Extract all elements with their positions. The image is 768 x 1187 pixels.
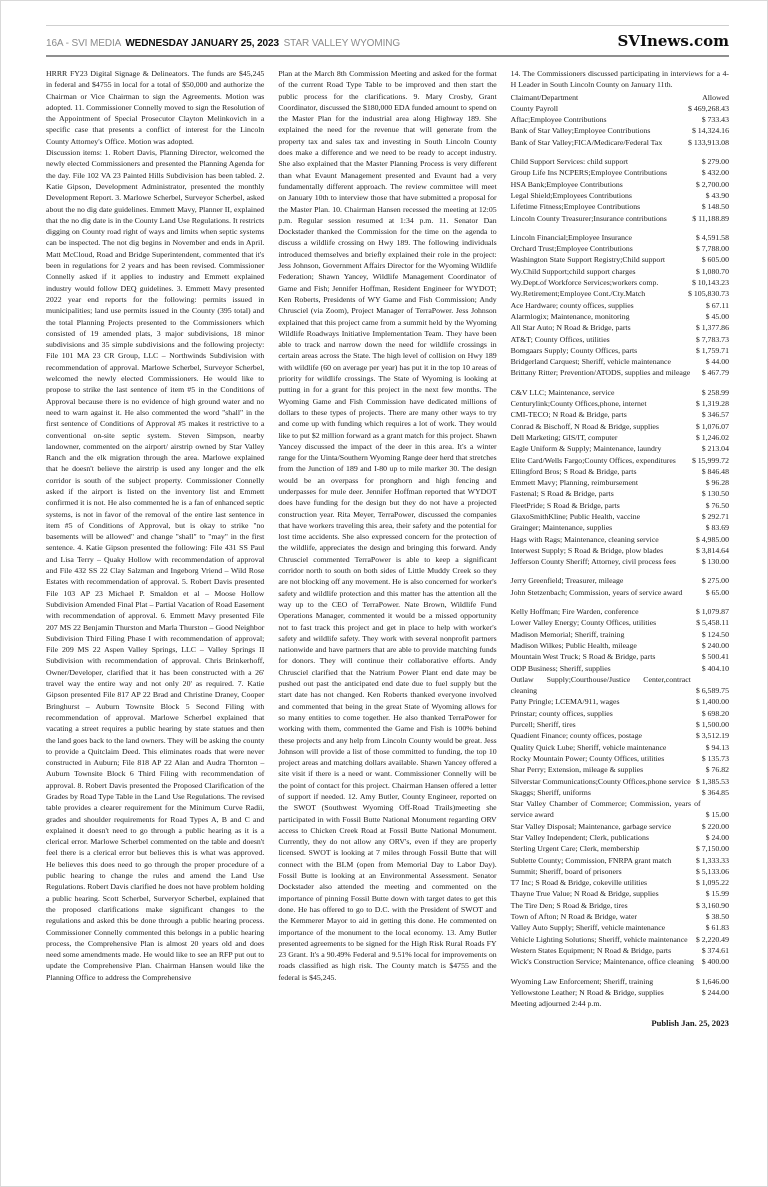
claim-claimant: Lower Valley Energy; County Offices, utilities	[510, 618, 657, 628]
claim-claimant: Quality Quick Lube; Sheriff, vehicle maintenance	[510, 742, 667, 752]
claim-row	[511, 455, 729, 466]
claim-row	[511, 866, 729, 877]
claim-amount: $ 240.00	[701, 640, 729, 650]
claim-row	[511, 300, 729, 311]
claim-row	[511, 787, 729, 798]
claim-row	[511, 534, 729, 545]
claim-row	[511, 776, 729, 787]
claim-claimant: Quadient Finance; county offices, postage	[510, 731, 642, 741]
claim-amount: $ 4,591.58	[695, 232, 729, 242]
claim-row	[511, 855, 729, 866]
article-paragraph: HRRR FY23 Digital Signage & Delineators. The funds are $45,245 in federal and $4755 in local for a total of $50,000 and authorize the Chairman or Vice Chairman to sign the Agreements. Motion was adopted. 11. Commissioner Connelly moved to sign the Resolution of the Appointment of Special Prosecutor Clayton Melinkovich in a specific case that presents a conflict of interest for the Lincoln County Attorney's Office. Motion was adopted.	[46, 69, 265, 146]
claim-amount: $ 2,220.49	[695, 934, 729, 944]
claim-row	[511, 334, 729, 345]
masthead-left	[46, 38, 400, 49]
claim-amount: $ 67.11	[705, 300, 729, 310]
claim-row	[511, 987, 729, 998]
claim-row	[511, 575, 729, 586]
claim-row	[511, 266, 729, 277]
claim-amount: $ 133,913.08	[688, 137, 729, 147]
claim-row	[511, 288, 729, 299]
claim-claimant: FleetPride; S Road & Bridge, parts	[510, 500, 620, 510]
claim-amount: $ 364.85	[701, 787, 729, 797]
claim-claimant: Town of Afton; N Road & Bridge, water	[510, 912, 638, 922]
claim-amount: $ 130.50	[701, 489, 729, 499]
claim-row	[511, 179, 729, 190]
claim-amount: $ 43.90	[705, 190, 729, 200]
claim-amount: $ 15.00	[705, 810, 729, 820]
claim-claimant: Bridgerland Carquest; Sheriff, vehicle maintenance	[510, 357, 671, 367]
column-2	[278, 68, 496, 1030]
claim-claimant: Centurylink;County Offices,phone, internet	[510, 399, 647, 409]
claim-amount: $ 279.00	[701, 157, 729, 167]
claim-amount: $ 83.69	[705, 523, 729, 533]
claim-claimant: Child Support Services: child support	[510, 157, 629, 167]
claim-amount: $ 11,188.89	[692, 213, 729, 223]
claim-amount: $ 1,385.53	[695, 776, 729, 786]
claim-row	[511, 877, 729, 888]
claim-claimant: Wick's Construction Service; Maintenance, office cleaning	[510, 957, 694, 967]
claim-amount: $ 3,160.90	[695, 900, 729, 910]
claim-amount: $ 1,076.07	[695, 421, 729, 431]
claim-amount: $ 7,783.73	[695, 334, 729, 344]
claim-amount: $ 374.61	[701, 945, 729, 955]
masthead	[46, 32, 729, 50]
claim-row	[511, 114, 729, 125]
claim-amount: $ 244.00	[701, 987, 729, 997]
claim-claimant: Wy.Dept.of Workforce Services;workers comp.	[510, 278, 659, 288]
claim-claimant: Washington State Support Registry;Child support	[510, 255, 666, 265]
claim-amount: $ 1,500.00	[695, 720, 729, 730]
claim-amount: $ 469,268.43	[688, 103, 729, 113]
masthead-location: STAR VALLEY WYOMING	[283, 38, 401, 49]
claim-amount: $ 213.04	[701, 444, 729, 454]
claim-row	[511, 696, 729, 707]
claim-row	[511, 663, 729, 674]
claim-claimant: T7 Inc; S Road & Bridge, cokeville utilities	[510, 878, 648, 888]
masthead-date: WEDNESDAY JANUARY 25, 2023	[125, 38, 279, 49]
claim-claimant: Sublette County; Commission, FNRPA grant match	[510, 855, 672, 865]
claim-row	[511, 629, 729, 640]
claim-amount: $ 467.79	[701, 368, 729, 378]
claim-amount: $ 1,400.00	[695, 697, 729, 707]
claim-claimant: Star Valley Chamber of Commerce; Commission, years of service award	[510, 799, 701, 820]
claim-row	[511, 500, 729, 511]
claim-claimant: Lincoln Financial;Employee Insurance	[510, 232, 632, 242]
claim-row	[511, 232, 729, 243]
claim-row	[511, 640, 729, 651]
claim-row	[511, 190, 729, 201]
claim-claimant: Eagle Uniform & Supply; Maintenance, laundry	[510, 444, 662, 454]
claim-row	[511, 719, 729, 730]
claim-amount: $ 14,324.16	[691, 126, 729, 136]
claim-amount: $ 15,999.72	[691, 455, 729, 465]
claim-claimant: John Stetzenbach; Commission, years of service award	[510, 587, 683, 597]
claim-amount: $ 124.50	[701, 629, 729, 639]
claim-row	[511, 934, 729, 945]
top-rule	[46, 25, 729, 26]
claim-amount: $ 3,512.19	[695, 731, 729, 741]
claim-claimant: Hags with Rags; Maintenance, cleaning service	[510, 534, 659, 544]
claim-row	[511, 201, 729, 212]
claim-amount: $ 44.00	[705, 357, 729, 367]
claim-row	[511, 466, 729, 477]
claim-row	[511, 617, 729, 628]
claim-claimant: Elite Card/Wells Fargo;County Offices, expenditures	[510, 455, 676, 465]
claim-claimant: HSA Bank;Employee Contributions	[510, 179, 623, 189]
claim-row	[511, 742, 729, 753]
claim-amount: $ 94.13	[705, 742, 729, 752]
claim-claimant: Alarmlogix; Maintenance, monitoring	[510, 311, 630, 321]
claim-amount: $ 38.50	[705, 912, 729, 922]
claim-row	[511, 764, 729, 775]
claim-amount: $ 130.00	[701, 557, 729, 567]
claim-row	[511, 900, 729, 911]
claim-amount: $ 1,319.28	[695, 399, 729, 409]
claim-row	[511, 254, 729, 265]
claim-amount: $ 1,080.70	[695, 266, 729, 276]
claim-claimant: Ace Hardware; county offices, supplies	[510, 300, 634, 310]
claim-row	[511, 213, 729, 224]
claim-claimant: Kelly Hoffman; Fire Warden, conference	[510, 607, 639, 617]
masthead-rule	[46, 55, 729, 57]
claim-claimant: Brittany Ritter; Prevention/ATODS, supplies and mileage	[510, 368, 691, 378]
claim-claimant: GlaxoSmithKline; Public Health, vaccine	[510, 511, 641, 521]
claim-claimant: Prinstar; county offices, supplies	[510, 708, 613, 718]
claim-row	[511, 488, 729, 499]
claim-claimant: Sterling Urgent Care; Clerk, membership	[510, 844, 640, 854]
claim-row	[511, 606, 729, 617]
claim-claimant: Outlaw Supply;Courthouse/Justice Center,contract cleaning	[510, 674, 691, 696]
claim-row	[511, 432, 729, 443]
claim-amount: $ 15.99	[705, 889, 729, 899]
claim-amount: $ 148.50	[701, 202, 729, 212]
claim-amount: $ 105,830.73	[688, 289, 729, 299]
claim-amount: $ 275.00	[701, 576, 729, 586]
claim-amount: $ 846.48	[701, 466, 729, 476]
claim-row	[511, 556, 729, 567]
claim-claimant: The Tire Den; S Road & Bridge, tires	[510, 900, 628, 910]
claim-claimant: Group Life Ins NCPERS;Employee Contributions	[510, 168, 668, 178]
claim-claimant: Summit; Sheriff, board of prisoners	[510, 866, 622, 876]
claim-amount: $ 3,814.64	[695, 545, 729, 555]
claim-claimant: Wy.Child Support;child support charges	[510, 266, 636, 276]
claim-claimant: Orchard Trust;Employee Contributions	[510, 244, 633, 254]
publish-line: Publish Jan. 25, 2023	[651, 1018, 729, 1029]
claim-amount: $ 1,095.22	[695, 878, 729, 888]
claim-claimant: Lifetime Fitness;Employee Contributions	[510, 202, 641, 212]
claim-amount: $ 346.57	[701, 410, 729, 420]
claim-row	[511, 922, 729, 933]
claim-row	[511, 832, 729, 843]
claim-claimant: Bank of Star Valley;Employee Contributions	[510, 126, 651, 136]
claim-amount: $ 5,458.11	[696, 618, 729, 628]
claim-amount: $ 404.10	[701, 663, 729, 673]
claim-claimant: Yellowstone Leather; N Road & Bridge, supplies	[510, 987, 664, 997]
page-edition-label: 16A - SVI MEDIA	[46, 38, 121, 49]
claim-claimant: Fastenal; S Road & Bridge, parts	[510, 489, 614, 499]
claim-claimant: Skaggs; Sheriff, uniforms	[510, 787, 591, 797]
claim-claimant: Interwest Supply; S Road & Bridge, plow blades	[510, 545, 664, 555]
claim-row	[511, 888, 729, 899]
claim-amount: $ 733.43	[701, 115, 729, 125]
claim-amount: $ 698.20	[701, 708, 729, 718]
claim-claimant: County Payroll	[510, 103, 559, 113]
claim-row	[511, 311, 729, 322]
claim-claimant: Star Valley Independent; Clerk, publications	[510, 833, 649, 842]
claim-claimant: Jefferson County Sheriff; Attorney, civil process fees	[510, 557, 676, 567]
claim-amount: $ 45.00	[705, 311, 729, 321]
claim-amount: $ 61.83	[705, 923, 729, 933]
claim-amount: $ 4,985.00	[695, 534, 729, 544]
claim-row	[511, 322, 729, 333]
claim-amount: $ 1,246.02	[695, 432, 729, 442]
claim-claimant: Thayne True Value; N Road & Bridge, supplies	[510, 889, 659, 899]
claim-amount: $ 96.28	[705, 478, 729, 488]
claim-row	[511, 137, 729, 148]
claim-claimant: Dell Marketing; GIS/IT, computer	[510, 432, 618, 442]
claim-claimant: Madison Wilkes; Public Health, mileage	[510, 640, 637, 650]
column3-intro: 14. The Commissioners discussed participating in interviews for a 4-H Leader in South Lincoln County on January 11th.	[510, 69, 729, 90]
claim-claimant: CMI-TECO; N Road & Bridge, parts	[510, 410, 627, 420]
claims-header-allowed: Allowed	[702, 92, 729, 102]
claim-claimant: Emmett Mavy; Planning, reimbursement	[510, 478, 638, 488]
claim-amount: $ 76.50	[705, 500, 729, 510]
claim-row	[511, 387, 729, 398]
claim-claimant: Purcell; Sheriff, tires	[510, 720, 576, 730]
claim-row	[511, 674, 729, 697]
claim-claimant: Madison Memorial; Sheriff, training	[510, 629, 625, 639]
article-paragraph: Plan at the March 8th Commission Meeting and asked for the format of the current Road Type Table to be improved and then start the public process for the clarifications. 9. Mary Crosby, Grant Coordinator, discussed the $180,000 EDA funded amount to spend on the Master Plan for the industrial area along Highway 189. She explained the need for the revenue that will generate from the property tax and sales tax and investing in South Lincoln County does make a difference and we need to be ready to accept industry. She also explained that the Master Planning Process is very different than what Evaunt Management presented and Evaunt had a very fundamentally different approach. The review committee will meet on January 10th to interview those that have submitted a proposal for the Master Plan. 10. Chairman Hansen recessed the meeting at 12:05 p.m. Regular session resumed at 1:34 p.m. 11. Senator Dan Dockstader thanked the Commission for the time on the agenda to discuss a wildlife crossing on Hwy 189. The following individuals introduced themselves and briefly explained their role in the project: Jess Johnson, Government Affairs Director for the Wyoming Wildlife Federation; Shawn Yancey, Wildlife Management Coordinator of Game and Fish; Jennifer Hoffman, Resident Engineer for WYDOT; Ken Roberts, Presidents of WY Game and Fish Commission; Andy Chrusciel (via Zoom), Project Manager of TerraPower. Jess Johnson explained that this project came from a summit held by the Wyoming Wildlife Roadways Initiative Implementation Team. They have been able to track and narrow down the need for wildlife crossings in certain areas across the State. The high level of collision on Hwy 189 with wildlife (60 on average per year) has put it in the top 10 areas of priority for wildlife crossings. The State of Wyoming is looking at putting in for a grant for this project in the next few months. The Wyoming Game and Fish Commission have dedicated millions of dollars to these types of projects. There are many other ways to try and come up with funding which requires a lot of work. They would like to put $2 million forward as a grant match for this project. Shawn Yancey discussed the impact of the deer in this area. It's a winter range for the Uinta/Southern Wyoming Range deer herd that stretches from the Junction of 189 and I-80 up to mile marker 30. The design would be an overpass for pronghorn and high fencing and underpasses for mule deer. Jennifer Hoffman reported that WYDOT does have funding for the design but they do not have a projected construction year. Rita Meyer, TerraPower, discussed the companies that have workers traveling this area, their safety and the potential for lost time accidents. She also expressed concern for the protection of the wildlife, appreciates the design and bringing this forward. Andy Chrusciel commented TerraPower is able to keep a significant corridor north to south on both sides of Little Muddy Creek so they are not blocking off any movement. He is also concerned for worker's safety and wildlife protection and this matter has the attention all the way up to the CEO of TerraPower. Nate Brown, Wildlife Fund Operations Manager, commented it would be a missed opportunity not to fast track this project and get in place to help with worker's safety and wildlife safety. They work with several nonprofit partners nationwide and have partners that are able to provide matching funds for donors. They will continue their collaborative efforts. Andy Chrusciel clarified that the Natrium Power Plant end date may be pushed out past the anticipated end date due to fuel supply but the start date has not changed. Ken Roberts thanked everyone involved and commented that being in the great State of Wyoming allows for so many entities to come together. He also thanked TerraPower for working with them, commented the Game and Fish is 100% behind these projects and any help from Lincoln County would be great. Jess Johnson will provide a list of those committed to funding, the top 10 project areas and matching dollars available. Shawn Yancey offered a site visit if there is a need or want. Commissioner Connelly will be the point of contact for this project. Chairman Hansen offered a letter of support if needed. 12. Amy Butler, County Engineer, reported on the SWOT (Southwest Wyoming Off-Road Trails)meeting she participated in with Fossil Butte National Monument regarding ORV access to Chicken Creek Road at Fossil Butte National Monument. Currently, they do not allow any ORV's, even if they are properly licensed. SWOT is looking at 7 miles through Fossil Butte that will connect with the BLM (open from Memorial Day to Labor Day). Fossil Butte is looking at an Environmental Assessment. Senator Dockstader also attended the meeting and commented on the importance of pinning Fossil Butte down with target dates to get this done. He has offered to go to D.C. with the President of SWOT and the Kemmerer Mayor to aid in getting this done. He commented on importance of the monument to the local economy. 13. Amy Butler presented agreements to be signed for the High Risk Rural Roads FY 23 Grant. It's a 90.49% Federal and 9.51% local for improvements on roads classified as high risk. The County match is $4755 and the federal is $45,245.	[278, 69, 497, 982]
claim-claimant: Valley Auto Supply; Sheriff, vehicle maintenance	[510, 923, 666, 933]
page-inner	[1, 1, 767, 1030]
claim-row	[511, 367, 729, 378]
claim-claimant: All Star Auto; N Road & Bridge, parts	[510, 323, 631, 333]
claim-row	[511, 911, 729, 922]
claim-amount: $ 258.99	[701, 387, 729, 397]
claim-claimant: Wy.Retirement;Employee Cont./Cty.Match	[510, 289, 646, 299]
claim-amount: $ 10,143.23	[691, 278, 729, 288]
claim-claimant: Vehicle Lighting Solutions; Sheriff, vehicle maintenance	[510, 934, 688, 944]
claim-claimant: Aflac;Employee Contributions	[510, 115, 607, 125]
claim-row	[511, 522, 729, 533]
claim-claimant: Jerry Greenfield; Treasurer, mileage	[510, 576, 624, 586]
column-1	[46, 68, 264, 1030]
claim-amount: $ 5,133.06	[695, 866, 729, 876]
claim-amount: $ 76.82	[705, 765, 729, 775]
claim-claimant: Mountain West Truck; S Road & Bridge, parts	[510, 652, 656, 662]
claim-row	[511, 821, 729, 832]
claim-row	[511, 243, 729, 254]
claims-header-row	[511, 92, 729, 103]
claim-row	[511, 277, 729, 288]
claim-claimant: AT&T; County Offices, utilities	[510, 334, 610, 344]
claim-amount: $ 220.00	[701, 821, 729, 831]
claim-row	[511, 976, 729, 987]
claim-claimant: Legal Shield;Employees Contributions	[510, 190, 632, 200]
claim-row	[511, 956, 729, 967]
claim-claimant: C&V LLC; Maintenance, service	[510, 387, 615, 397]
article-columns	[46, 68, 729, 1030]
claim-amount: $ 2,700.00	[695, 179, 729, 189]
claim-row	[511, 511, 729, 522]
claim-claimant: ODP Business; Sheriff, supplies	[510, 663, 611, 673]
claim-row	[511, 477, 729, 488]
claim-amount: $ 1,759.71	[695, 345, 729, 355]
claim-amount: $ 7,788.00	[695, 244, 729, 254]
claim-row	[511, 409, 729, 420]
claim-claimant: Bank of Star Valley;FICA/Medicare/Federal Tax	[510, 137, 663, 147]
claim-claimant: Shar Perry; Extension, mileage & supplies	[510, 765, 644, 775]
claim-amount: $ 400.00	[701, 957, 729, 967]
claim-claimant: Star Valley Disposal; Maintenance, garbage service	[510, 821, 672, 831]
claim-amount: $ 605.00	[701, 255, 729, 265]
claim-amount: $ 24.00	[705, 833, 729, 842]
claim-amount: $ 1,377.86	[695, 323, 729, 333]
claim-row	[511, 398, 729, 409]
article-paragraph: Discussion items: 1. Robert Davis, Planning Director, welcomed the newly elected Commissioners and presented the Planning Agenda for the day. File 102 VA 23 Painted Hills Subdivision has been tabled. 2. Katie Gipson, Development Administrator, presented the monthly Development Report. 3. Marlowe Scherbel, Surveyor Scherbel, asked about the no dig date guidelines. Emmett Mavy, Planner II, explained that the no dig date is in the County Land Use Regulations. It restricts digging on County road right of ways and limits when septic systems can be inspected. The not dig begins in November and ends in April. Matt McCloud, Road and Bridge Superintendent, commented that it's been in regulations for 2 years and has been revised. Commissioner Connelly asked if it applies to industry and Emmett explained industry would follow DEQ guidelines. 3. Emmett Mavy presented 2022 year end reports for the following: permits issued in municipalities; land use permits issued in the County (395 total) and the total Planning Projects presented to the Commissioners which consisted of 19 amended plats, 3 major subdivisions, 18 minor subdivisions and 35 simple subdivisions and the following projecty: File 101 MA 23 CR Group, LLC – Northwinds Subdivision with recommendation of approval. Marlowe Scherbel, Surveyor Scherbel, welcomed the newly elected Commissioners. He would like to propose to strike the last sentence of item #5 in the Conditions of Approval because there is no evidence of high ground water and no need to warn against it. He also commented the word "shall" in the first sentence of Conditions of Approval #5 makes it restrictive to a conventional on-site septic system. Steven Simpson, nearby landowner, commented on the airport/ airstrip owned by Star Valley Ranch and the elk migration through the area. Marlowe explained that he doesn't believe the airstrip is used any longer and the elk corridor is south of the subject property. Commissioner Connelly asked if the airport is listed on the inventory list and Emmett confirmed it is not. He also commented he is a fan of enhanced septic systems, is not in favor of the removal of the entire last sentence in item #5 of Conditions of Approval, but is okay to strike "no basements will be allowed" and change "shall" to "may" in the first sentence. 4. Katie Gipson presented the following: File 431 SS Paul and Lisa Terry – Quaky Hollow with recommendation of approval and File 432 SS 22 Clay Salzman and Ingeborg Vriend – Wild Rose Estates with recommendation of approval. 5. Robert Davis presented File 103 AP 23 Michael P. Smaldon et al – Moose Hollow Subdivision Amended Final Plat – Partial Vacation of Road Easement with recommendation of approval. 6. Emmett Mavy presented File 207 MS 22 Benjamin Thurston and Marla Thurston – Good Neighbor Subdivision Third Filing Phase I with recommendation of approval; File 209 MS 22 Aspen Valley Springs, LLC – Valley Springs II Subdivision with recommendation of approval. Chris Brinkerhoff, Owner/Developer, clarified that it has been constructed with a 26' travel way the entire way and not only 20' as required. 7. Katie Gipson presented File 817 AP 22 Brad and Christine Draney, Cooper Bringhurst – Auburn Townsite Block 5 Second Filing with recommendation of approval. Marlowe Scherbel explained that vacating a street requires a public hearing by state statues and then the land goes back to the land owners. They will be asking the county to provide a Quitclaim Deed. This eliminates roads that were never constructed in Auburn; File 818 AP 22 Alan and Audra Thornton – Auburn Townsite Block 6 Third Filing with recommendation of approval. 8. Robert Davis presented the Proposed Clarification of the Grades by Road Type Table in the Land Use Regulations. The revised table provides a clearer requirement for the Minimum Curve Radii, grades and shoulder requirements for Road Types A, B and C and explained it doesn't need to go through a public hearing as it is a clerical error. Marlowe Scherbel commented on the table and doesn't feel there is a clerical error but believes this is what was approved. He believes this does need to go through the proper procedure of a public hearing to change the rules and amend the Land Use Regulations. Robert Davis clarified he does not have problem holding a public hearing. Scott Scherbel, Surveryor Scherbel, explained that the proposed clarifications make significant changes to the regulations and asked this be done through a public hearing process. Commissioner Connelly commented this belongs in a public hearing process, the Comprehensive Plan is almost 20 years old and does need some amendments made. He would like to see an RFP put out to update the Comprehensive Plan. Chairman Hansen would like the Planning Office to address the Comprehensive	[46, 148, 265, 982]
claim-claimant: Bomgaars Supply; County Offices, parts	[510, 345, 638, 355]
claim-amount: $ 7,150.00	[695, 844, 729, 854]
claim-claimant: Grainger; Maintenance, supplies	[510, 523, 613, 533]
claim-row	[511, 443, 729, 454]
claims-list	[511, 103, 729, 998]
claim-row	[511, 156, 729, 167]
claim-row	[511, 708, 729, 719]
claim-amount: $ 1,079.87	[695, 607, 729, 617]
claim-claimant: Ellingford Bros; S Road & Bridge, parts	[510, 466, 637, 476]
column-3	[511, 68, 729, 1030]
claim-claimant: Rocky Mountain Power; County Offices, utilities	[510, 753, 665, 763]
claim-claimant: Conrad & Bischoff, N Road & Bridge, supplies	[510, 421, 659, 431]
claim-row	[511, 843, 729, 854]
claim-amount: $ 135.73	[701, 753, 729, 763]
claim-amount: $ 65.00	[705, 587, 729, 597]
claim-row	[511, 945, 729, 956]
claim-amount: $ 1,646.00	[695, 976, 729, 986]
claim-claimant: Lincoln County Treasurer;Insurance contributions	[510, 213, 667, 223]
claim-amount: $ 6,589.75	[695, 686, 729, 696]
claim-claimant: Silverstar Communications;County Offices,phone service	[510, 776, 691, 786]
claim-row	[511, 545, 729, 556]
claim-claimant: Patty Pringle; LCEMA/911, wages	[510, 697, 620, 707]
claim-row	[511, 345, 729, 356]
claim-claimant: Western States Equipment; N Road & Bridge, parts	[510, 945, 672, 955]
claim-amount: $ 1,333.33	[695, 855, 729, 865]
claim-row	[511, 587, 729, 598]
claim-claimant: Wyoming Law Enforcement; Sheriff, training	[510, 976, 654, 986]
claim-row	[511, 356, 729, 367]
website-link[interactable]: SVInews.com	[617, 32, 729, 50]
claim-row	[511, 753, 729, 764]
claim-row	[511, 103, 729, 114]
claim-amount: $ 432.00	[701, 168, 729, 178]
claim-row	[511, 730, 729, 741]
claim-amount: $ 292.71	[701, 511, 729, 521]
claim-row	[511, 125, 729, 136]
claim-row	[511, 651, 729, 662]
claim-amount: $ 500.41	[701, 652, 729, 662]
claim-row	[511, 421, 729, 432]
claim-row	[511, 167, 729, 178]
adjourned-line: Meeting adjourned 2:44 p.m.	[510, 999, 602, 1009]
claims-header-claimant: Claimant/Department	[510, 92, 579, 102]
claim-row	[511, 798, 729, 821]
